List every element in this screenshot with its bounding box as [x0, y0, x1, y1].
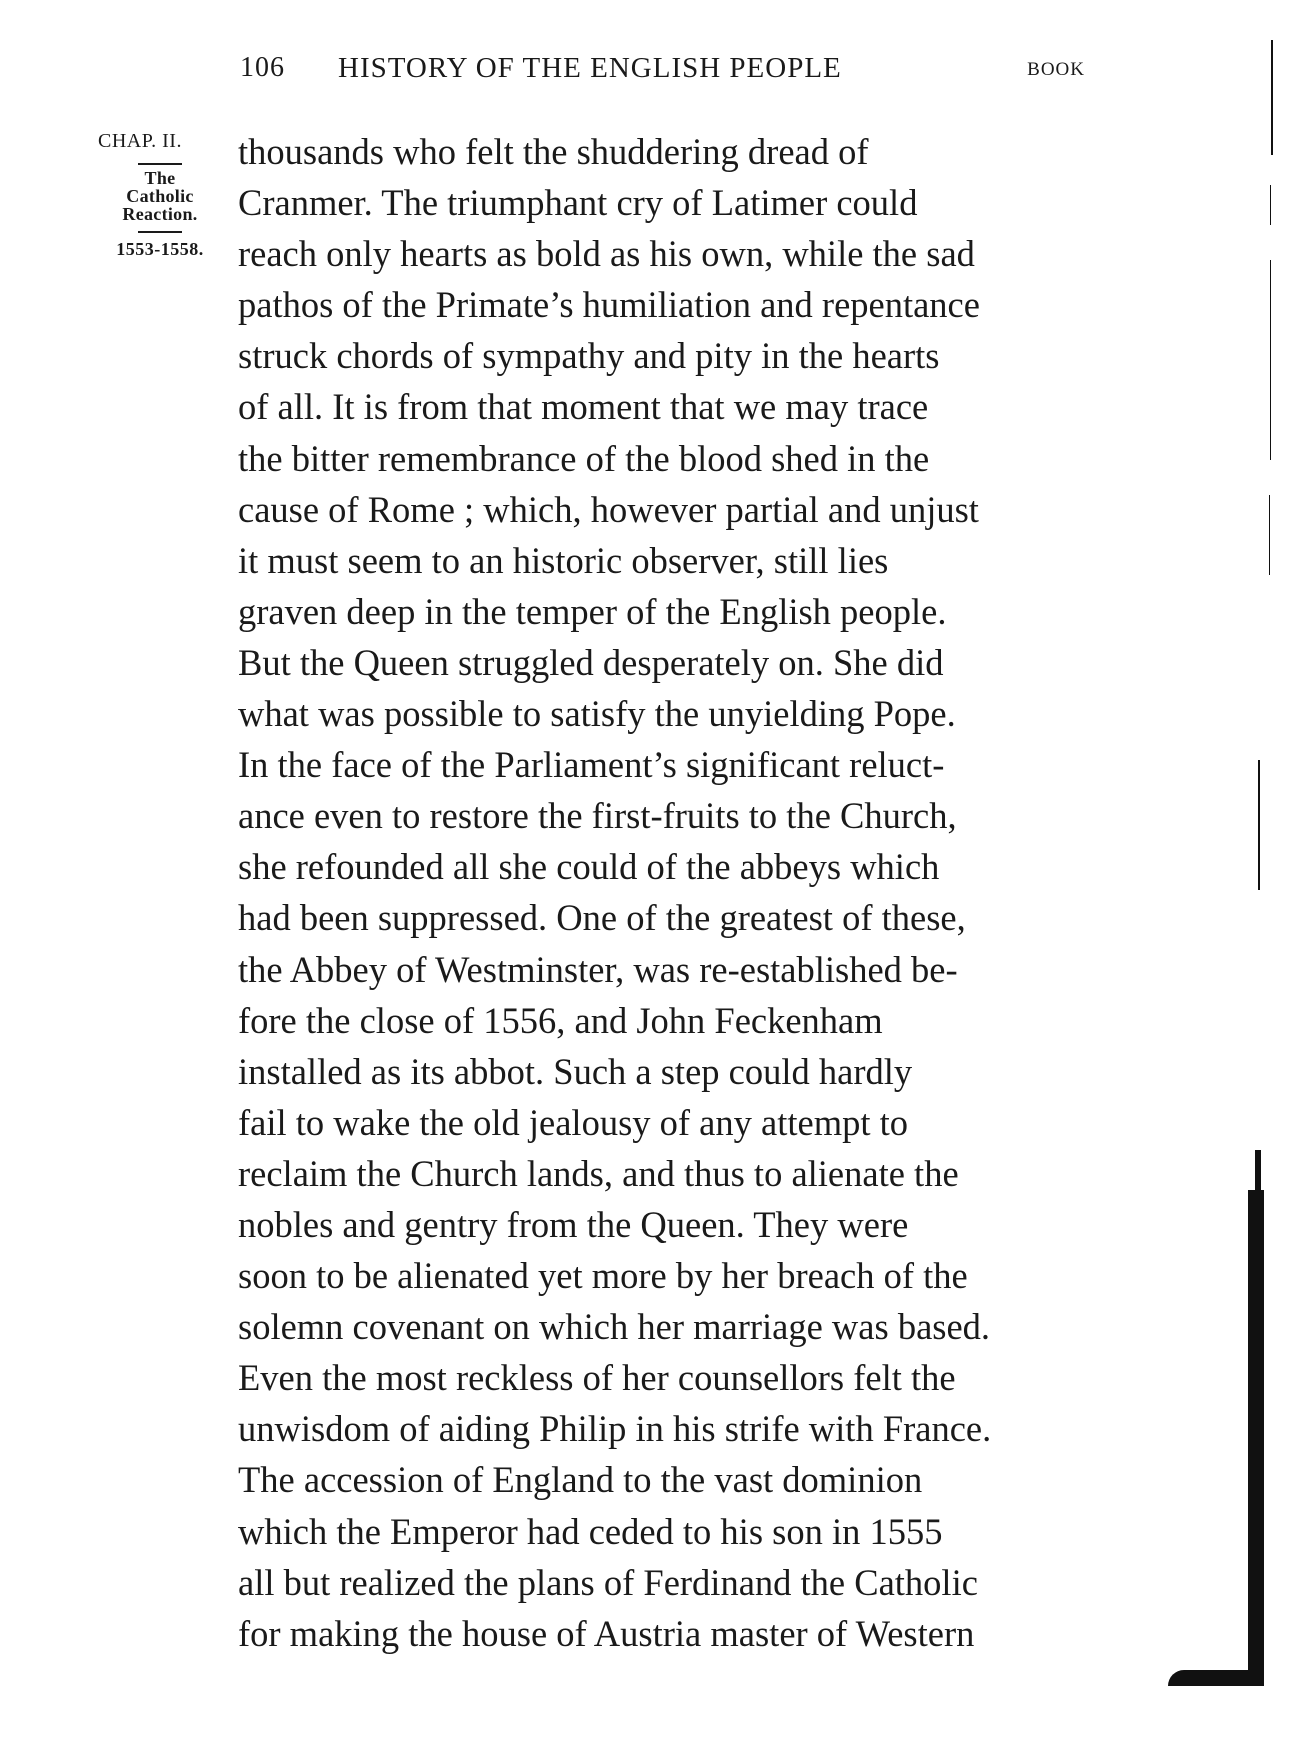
text-line: of all. It is from that moment that we may trace [238, 386, 929, 428]
scan-gutter-mark [1270, 185, 1271, 225]
running-header [240, 52, 1085, 92]
scan-gutter-mark [1248, 1190, 1264, 1670]
text-line: fail to wake the old jealousy of any attempt to [238, 1101, 908, 1143]
text-line: cause of Rome ; which, however partial and unjust [238, 488, 979, 530]
text-line: The accession of England to the vast dominion [238, 1459, 923, 1501]
text-line: reclaim the Church lands, and thus to alienate the [238, 1152, 959, 1194]
text-line: fore the close of 1556, and John Feckenham [238, 999, 883, 1041]
margin-chapter: CHAP. II. [98, 130, 182, 152]
running-title: HISTORY OF THE ENGLISH PEOPLE [338, 52, 842, 84]
margin-topic-line: Catholic [126, 186, 194, 206]
margin-topic-line: Reaction. [122, 204, 198, 224]
margin-divider [138, 231, 182, 233]
text-line: Even the most reckless of her counsellors felt the [238, 1357, 956, 1399]
scan-gutter-mark [1168, 1670, 1264, 1686]
marginal-note [90, 130, 230, 260]
running-book-label: BOOK [1027, 59, 1085, 80]
text-line: had been suppressed. One of the greatest of these, [238, 897, 966, 939]
text-line: it must seem to an historic observer, still lies [238, 539, 889, 581]
text-line: graven deep in the temper of the English people. [238, 590, 947, 632]
text-line: soon to be alienated yet more by her breach of the [238, 1255, 968, 1297]
text-line: the Abbey of Westminster, was re-established be- [238, 948, 958, 990]
text-line: all but realized the plans of Ferdinand the Catholic [238, 1561, 978, 1603]
text-line: for making the house of Austria master of Western [238, 1612, 975, 1654]
text-line: the bitter remembrance of the blood shed in the [238, 437, 930, 479]
text-line: unwisdom of aiding Philip in his strife with France. [238, 1408, 992, 1450]
margin-topic-line: The [144, 168, 176, 188]
page-number: 106 [240, 52, 285, 83]
scan-gutter-mark [1258, 760, 1260, 890]
scan-gutter-mark [1271, 40, 1273, 155]
text-line: she refounded all she could of the abbeys which [238, 846, 940, 888]
text-line: thousands who felt the shuddering dread of [238, 131, 869, 172]
text-line: Cranmer. The triumphant cry of Latimer could [238, 182, 918, 224]
margin-divider [138, 163, 182, 165]
text-line: what was possible to satisfy the unyielding Pope. [238, 693, 956, 735]
text-line: ance even to restore the first-fruits to the Church, [238, 795, 957, 837]
margin-topic [90, 169, 230, 223]
scan-gutter-mark [1269, 495, 1270, 575]
scan-gutter-mark [1255, 1150, 1261, 1190]
body-text [238, 126, 1084, 1659]
text-line: solemn covenant on which her marriage was based. [238, 1306, 991, 1348]
text-line: nobles and gentry from the Queen. They were [238, 1203, 909, 1245]
margin-dates: 1553-1558. [116, 239, 204, 259]
scan-gutter-mark [1270, 260, 1271, 460]
text-line: But the Queen struggled desperately on. She did [238, 641, 944, 683]
text-line: pathos of the Primate’s humiliation and repentance [238, 284, 980, 326]
text-line: reach only hearts as bold as his own, while the sad [238, 233, 975, 275]
text-line: In the face of the Parliament’s significant reluct- [238, 744, 945, 786]
text-line: which the Emperor had ceded to his son in 1555 [238, 1510, 943, 1552]
text-line: struck chords of sympathy and pity in the hearts [238, 335, 940, 377]
text-line: installed as its abbot. Such a step could hardly [238, 1050, 913, 1092]
